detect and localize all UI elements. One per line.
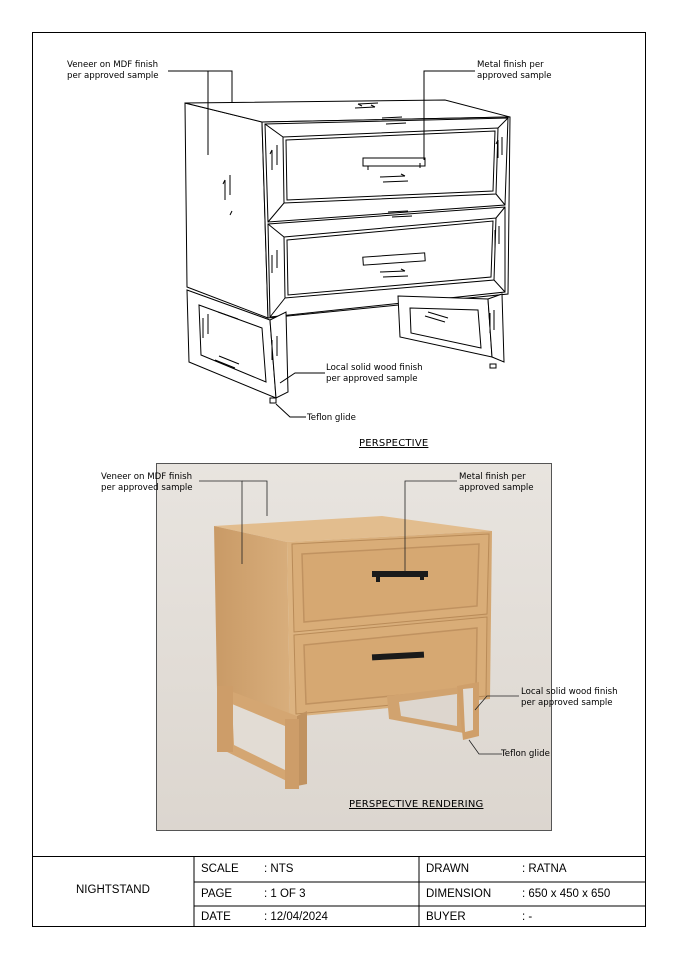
date-label: DATE <box>201 911 231 923</box>
product-name: NIGHTSTAND <box>76 884 150 896</box>
caption-perspective: PERSPECTIVE <box>359 438 429 449</box>
drawn-label: DRAWN <box>426 863 470 875</box>
buyer-value: : - <box>522 911 533 923</box>
perspective-rendering-panel <box>156 463 552 831</box>
scale-label: SCALE <box>201 863 239 875</box>
note-metal-line: Metal finish per approved sample <box>477 60 552 81</box>
date-value: : 12/04/2024 <box>264 911 328 923</box>
note-wood-line: Local solid wood finish per approved sample <box>326 363 423 384</box>
page-value: : 1 OF 3 <box>264 888 306 900</box>
dimension-value: : 650 x 450 x 650 <box>522 888 611 900</box>
title-block <box>32 856 646 927</box>
note-metal-render: Metal finish per approved sample <box>459 472 534 493</box>
page-label: PAGE <box>201 888 233 900</box>
caption-perspective-rendering: PERSPECTIVE RENDERING <box>349 799 484 810</box>
drawn-value: : RATNA <box>522 863 567 875</box>
note-teflon-line: Teflon glide <box>307 413 356 423</box>
dimension-label: DIMENSION <box>426 888 492 900</box>
note-veneer-line: Veneer on MDF finish per approved sample <box>67 60 159 81</box>
scale-value: : NTS <box>264 863 294 875</box>
buyer-label: BUYER <box>426 911 466 923</box>
note-teflon-render: Teflon glide <box>501 749 550 759</box>
note-veneer-render: Veneer on MDF finish per approved sample <box>101 472 193 493</box>
note-wood-render: Local solid wood finish per approved sample <box>521 687 618 708</box>
nightstand-rendering <box>157 464 552 831</box>
